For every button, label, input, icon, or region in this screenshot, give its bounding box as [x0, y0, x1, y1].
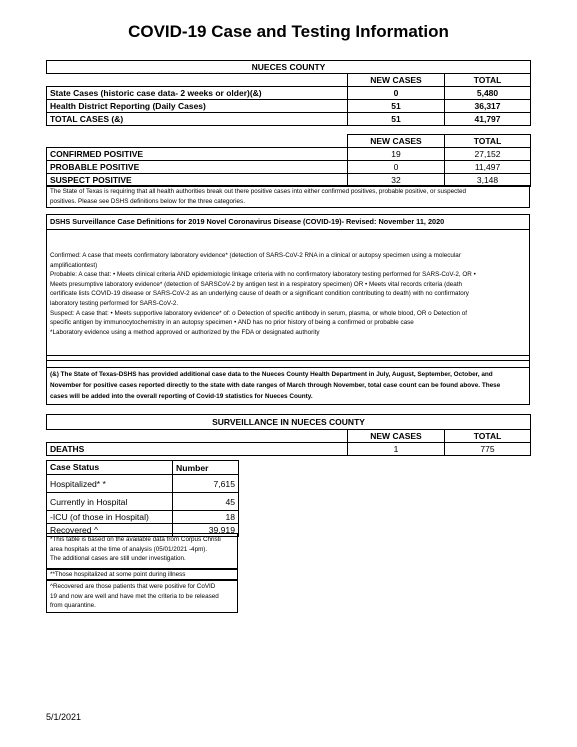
col-new-cases: NEW CASES — [348, 135, 445, 148]
probable-definition: Meets presumptive laboratory evidence* (detection of SARSCoV-2 by antigen test in a respiratory specimen) OR • Meets vital records criteria (death — [50, 280, 463, 288]
col-new-cases: NEW CASES — [348, 74, 445, 87]
county-cases-table — [46, 60, 531, 126]
status-note-line: The additional cases are still under investigation. — [50, 555, 186, 563]
state-note-box — [46, 367, 530, 405]
status-note-b: **Those hospitalized at some point during illness — [46, 569, 238, 580]
suspect-definition: Suspect: A case that: • Meets supportive laboratory evidence* of: o Detection of specific antibody in serum, plasma, or whole blood, OR o Detection of — [50, 309, 467, 317]
row-confirmed-label: CONFIRMED POSITIVE — [47, 148, 348, 161]
row-recovered-label: Recovered ^ — [47, 524, 173, 537]
row-recovered-value: 39,919 — [173, 524, 239, 537]
row-state-cases-new: 0 — [348, 87, 445, 100]
status-note-line: from quarantine. — [50, 602, 96, 610]
row-confirmed-total: 27,152 — [445, 148, 531, 161]
surveillance-table — [46, 414, 531, 456]
col-number: Number — [173, 461, 239, 475]
row-hospitalized-value: 7,615 — [173, 475, 239, 493]
row-suspect-total: 3,148 — [445, 174, 531, 187]
row-deaths-label: DEATHS — [47, 443, 348, 456]
positive-breakdown-table — [46, 134, 531, 187]
row-total-cases-new: 51 — [348, 113, 445, 126]
row-suspect-new: 32 — [348, 174, 445, 187]
row-icu-label: -ICU (of those in Hospital) — [47, 511, 173, 524]
row-deaths-total: 775 — [445, 443, 531, 456]
col-total: TOTAL — [445, 430, 531, 443]
col-case-status: Case Status — [47, 461, 173, 475]
probable-definition: certificate lists COVID-19 disease or SARS-CoV-2 as an underlying cause of death or a significant condition contributing to death) with no confirmatory — [50, 290, 469, 298]
suspect-definition: specific antigen by immunocytochemistry in an autopsy specimen • AND has no prior history of being a confirmed or probable case — [50, 319, 414, 327]
status-note-line: 19 and now are well and have met the criteria to be released — [50, 592, 219, 600]
state-note-line: cases will be added into the overall reporting of Covid-19 statistics for Nueces County. — [50, 393, 313, 400]
status-note-line: ^Recovered are those patients that were positive for CoVID — [50, 583, 216, 590]
divider — [46, 360, 530, 361]
status-note-line: area hospitals at the time of analysis (05/01/2021 -4pm). — [50, 545, 208, 553]
state-note-line: (&) The State of Texas-DSHS has provided additional case data to the Nueces County Health Department in July, August, September, October, and — [50, 371, 493, 378]
definitions-header: DSHS Surveillance Case Definitions for 2019 Novel Coronavirus Disease (COVID-19)- Revised: November 11, 2020 — [47, 215, 529, 230]
positive-note-line: The State of Texas is requiring that all health authorities break out there positive cases into either confirmed positives, probable positive, or suspected — [50, 188, 467, 195]
positive-note — [46, 185, 530, 208]
status-note-a — [46, 533, 238, 569]
lab-evidence-note: *Laboratory evidence using a method approved or authorized by the FDA or designated authority — [50, 328, 320, 336]
row-total-cases-total: 41,797 — [445, 113, 531, 126]
col-total: TOTAL — [445, 135, 531, 148]
page-title: COVID-19 Case and Testing Information — [128, 22, 449, 41]
row-probable-total: 11,497 — [445, 161, 531, 174]
row-current-hospital-label: Currently in Hospital — [47, 493, 173, 511]
row-suspect-label: SUSPECT POSITIVE — [47, 174, 348, 187]
row-health-district-new: 51 — [348, 100, 445, 113]
row-probable-label: PROBABLE POSITIVE — [47, 161, 348, 174]
county-header: NUECES COUNTY — [47, 61, 531, 74]
row-current-hospital-value: 45 — [173, 493, 239, 511]
row-icu-value: 18 — [173, 511, 239, 524]
case-status-table — [46, 460, 239, 537]
row-state-cases-total: 5,480 — [445, 87, 531, 100]
row-health-district-total: 36,317 — [445, 100, 531, 113]
surveillance-header: SURVEILLANCE IN NUECES COUNTY — [47, 415, 531, 430]
status-note-c — [46, 580, 238, 613]
row-confirmed-new: 19 — [348, 148, 445, 161]
probable-definition: Probable: A case that: • Meets clinical criteria AND epidemiologic linkage criteria with no confirmatory laboratory testing performed for SARS-CoV-2, OR • — [50, 271, 476, 279]
row-total-cases-label: TOTAL CASES (&) — [47, 113, 348, 126]
probable-definition: laboratory testing performed for SARS-CoV-2. — [50, 299, 179, 307]
row-state-cases-label: State Cases (historic case data- 2 weeks or older)(&) — [47, 87, 348, 100]
confirmed-definition: amplificationtest) — [50, 261, 98, 269]
row-hospitalized-label: Hospitalized* * — [47, 475, 173, 493]
state-note-line: November for positive cases reported directly to the state with date ranges of March through November, total case count can be found above. These — [50, 382, 501, 389]
definitions-body — [47, 230, 529, 337]
row-health-district-label: Health District Reporting (Daily Cases) — [47, 100, 348, 113]
footer-date: 5/1/2021 — [46, 712, 82, 722]
row-deaths-new: 1 — [348, 443, 445, 456]
definitions-box — [46, 214, 530, 356]
positive-note-line: positives. Please see DSHS definitions below for the three categories. — [50, 197, 245, 205]
row-probable-new: 0 — [348, 161, 445, 174]
status-note-line: *This table is based on the available data from Corpus Christi — [50, 536, 221, 543]
col-total: TOTAL — [445, 74, 531, 87]
col-new-cases: NEW CASES — [348, 430, 445, 443]
confirmed-definition: Confirmed: A case that meets confirmatory laboratory evidence* (detection of SARS-CoV-2 RNA in a clinical or autopsy specimen using a molecular — [50, 252, 461, 259]
